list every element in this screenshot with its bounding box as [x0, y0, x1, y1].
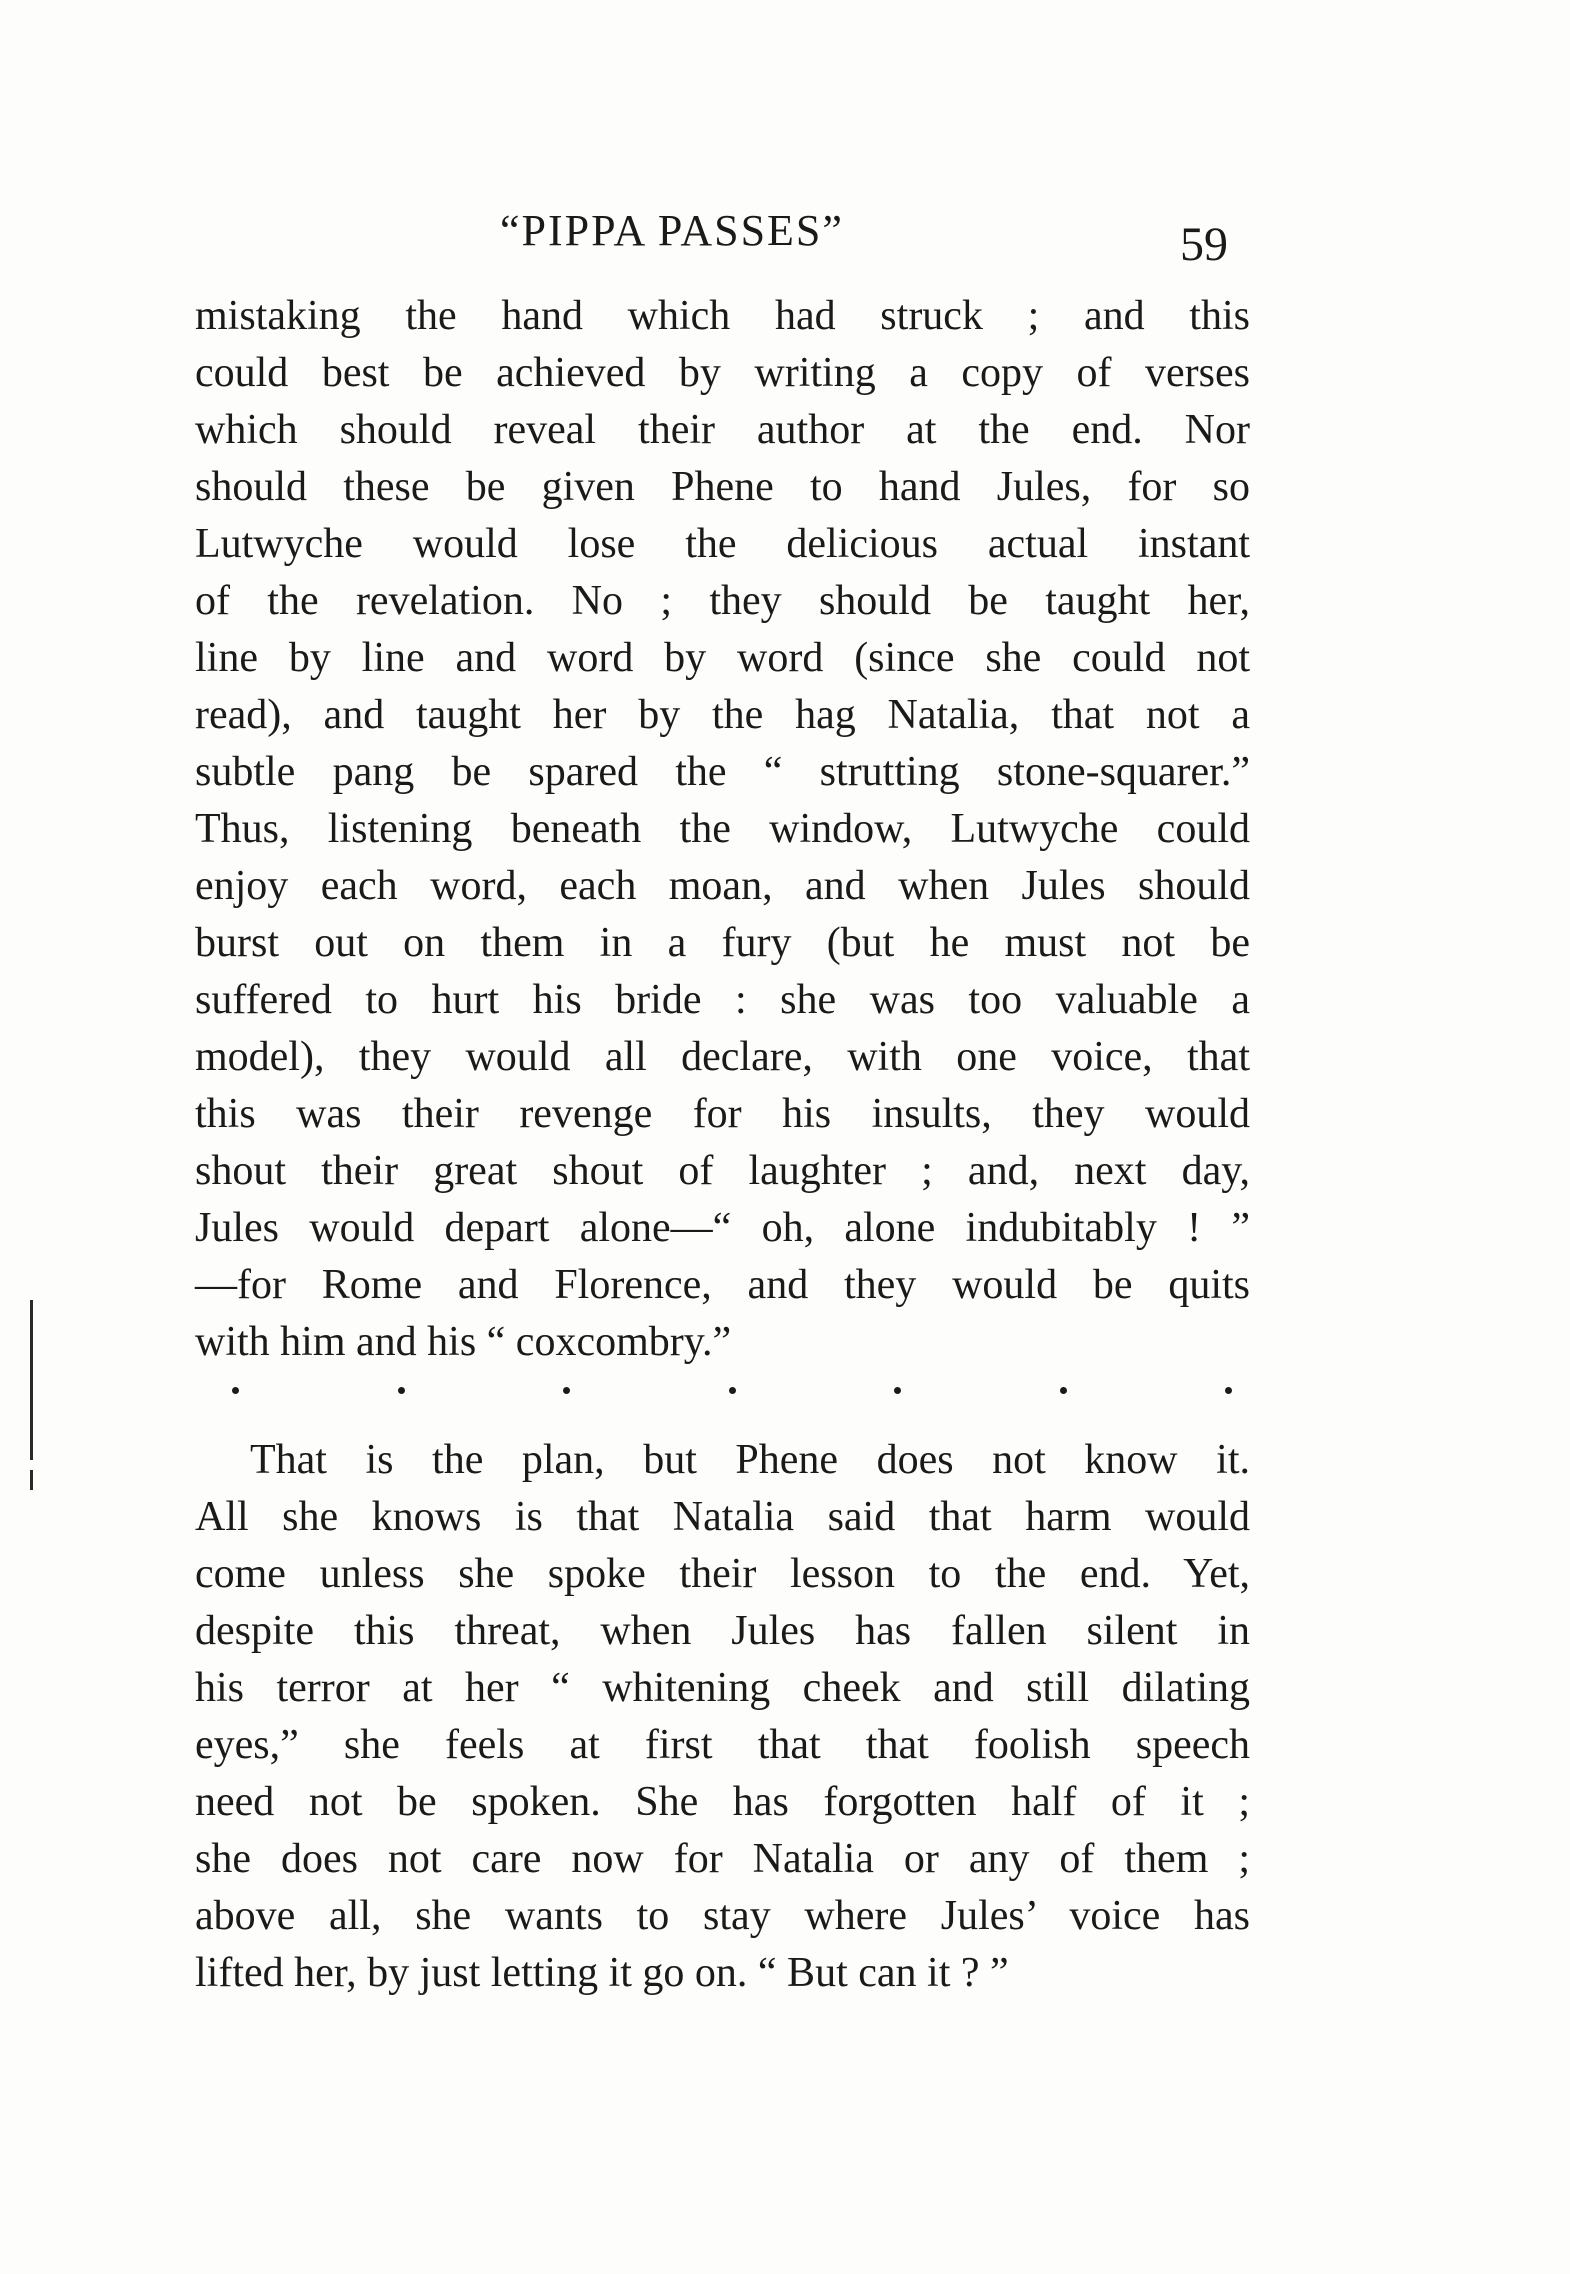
text-line: subtle pang be spared the “ strutting stone-squarer.” — [195, 749, 1250, 795]
text-line: That is the plan, but Phene does not know it. — [250, 1437, 1250, 1483]
text-line: with him and his “ coxcombry.” — [195, 1319, 732, 1365]
text-line: read), and taught her by the hag Natalia, that not a — [195, 692, 1250, 738]
text-line: line by line and word by word (since she could not — [195, 635, 1250, 681]
dot — [1060, 1387, 1067, 1394]
text-line: All she knows is that Natalia said that harm would — [195, 1494, 1250, 1540]
margin-pencil-mark — [30, 1470, 33, 1490]
text-line: come unless she spoke their lesson to the end. Yet, — [195, 1551, 1250, 1597]
section-break-dots — [232, 1380, 1232, 1400]
dot — [1225, 1387, 1232, 1394]
text-line: Jules would depart alone—“ oh, alone indubitably ! ” — [195, 1205, 1250, 1251]
text-line: his terror at her “ whitening cheek and still dilating — [195, 1665, 1250, 1711]
text-line: could best be achieved by writing a copy of verses — [195, 350, 1250, 396]
running-head — [0, 205, 1570, 271]
dot — [398, 1387, 405, 1394]
paragraph-1 — [195, 288, 1250, 1371]
text-line: —for Rome and Florence, and they would be quits — [195, 1262, 1250, 1308]
dot — [894, 1387, 901, 1394]
dot — [232, 1387, 239, 1394]
text-line: lifted her, by just letting it go on. “ But can it ? ” — [195, 1950, 1009, 1996]
text-line: this was their revenge for his insults, they would — [195, 1091, 1250, 1137]
running-title: “PIPPA PASSES” — [500, 206, 844, 255]
text-line: mistaking the hand which had struck ; and this — [195, 293, 1250, 339]
margin-pencil-mark — [30, 1300, 33, 1460]
text-line: eyes,” she feels at first that that foolish speech — [195, 1722, 1250, 1768]
text-line: despite this threat, when Jules has fallen silent in — [195, 1608, 1250, 1654]
text-line: model), they would all declare, with one voice, that — [195, 1034, 1250, 1080]
text-line: of the revelation. No ; they should be taught her, — [195, 578, 1250, 624]
text-line: above all, she wants to stay where Jules’ voice has — [195, 1893, 1250, 1939]
text-line: burst out on them in a fury (but he must not be — [195, 920, 1250, 966]
text-line: Thus, listening beneath the window, Lutwyche could — [195, 806, 1250, 852]
text-line: need not be spoken. She has forgotten half of it ; — [195, 1779, 1250, 1825]
paragraph-2 — [195, 1432, 1250, 2002]
text-line: enjoy each word, each moan, and when Jules should — [195, 863, 1250, 909]
text-line: which should reveal their author at the end. Nor — [195, 407, 1250, 453]
dot — [729, 1387, 736, 1394]
text-line: should these be given Phene to hand Jules, for so — [195, 464, 1250, 510]
text-line: shout their great shout of laughter ; and, next day, — [195, 1148, 1250, 1194]
page-number: 59 — [1180, 218, 1228, 271]
text-line: Lutwyche would lose the delicious actual instant — [195, 521, 1250, 567]
text-line: she does not care now for Natalia or any of them ; — [195, 1836, 1250, 1882]
dot — [563, 1387, 570, 1394]
text-line: suffered to hurt his bride : she was too valuable a — [195, 977, 1250, 1023]
